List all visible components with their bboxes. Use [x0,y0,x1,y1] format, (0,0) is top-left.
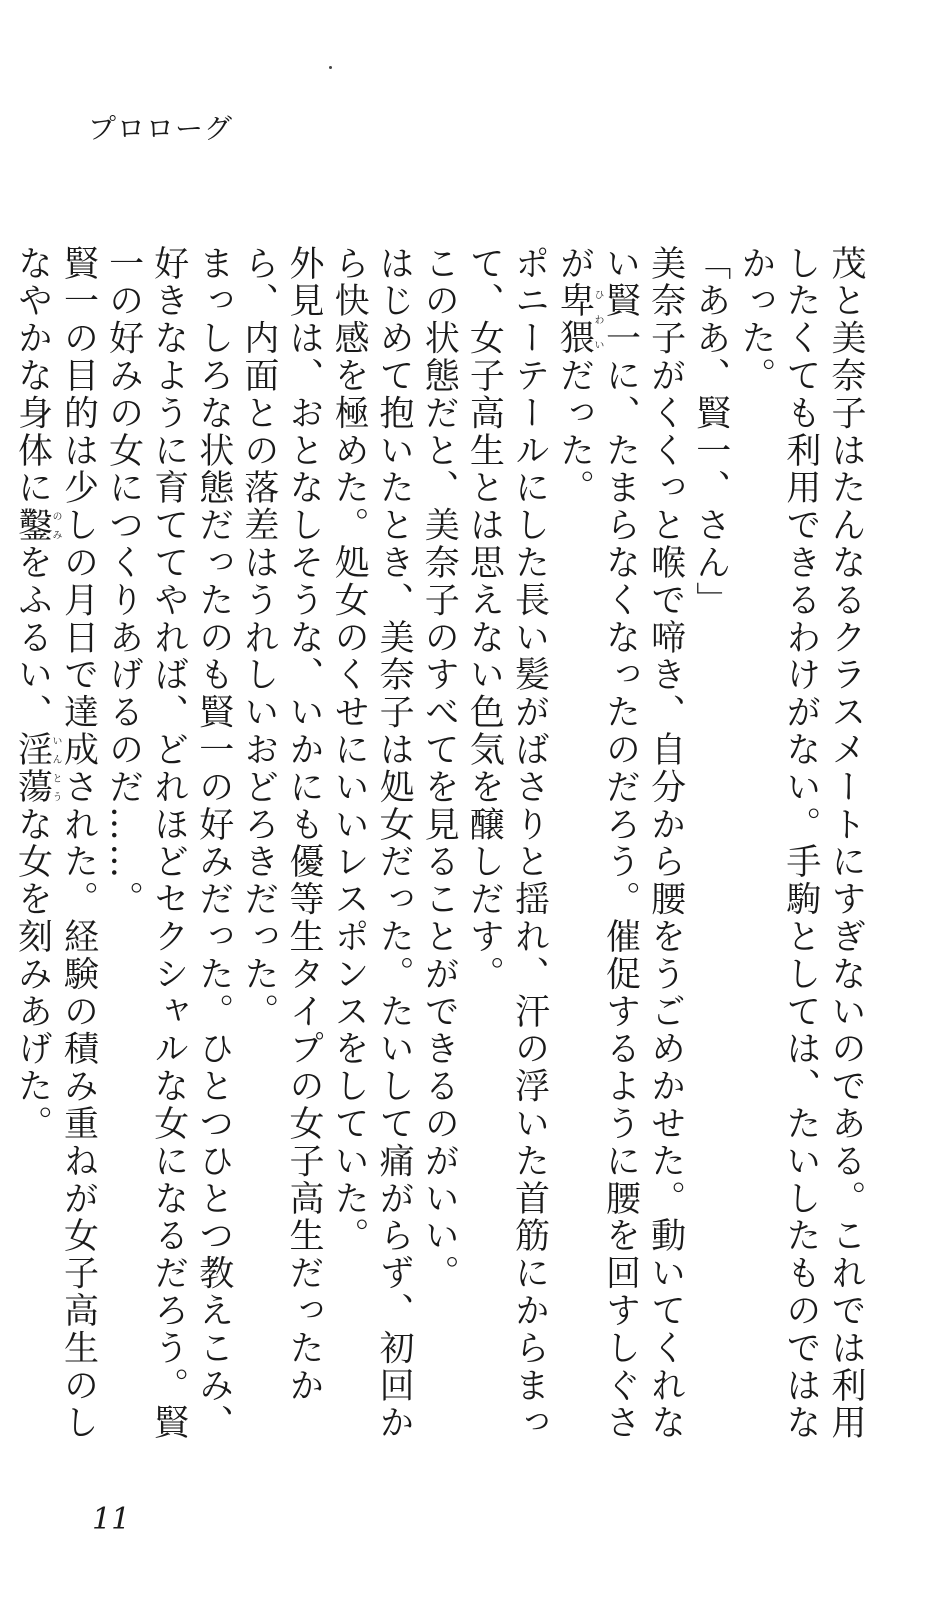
paragraph [733,245,868,1475]
ruby-word [554,282,604,358]
paragraph [551,245,687,1475]
paragraph-text: 美奈子がくくっと喉で啼き、自分から腰をうごめかせた。動いてくれない賢一に、たまらなくなったのだろう。催促するように腰を回すしぐさが [554,245,686,1442]
ruby-base: 淫蕩 [12,731,53,807]
paragraph-text: な女を刻みあげた。 [12,806,53,1143]
ruby-word [12,731,61,807]
print-speck [329,66,332,69]
ruby-base: 卑猥 [554,282,595,358]
paragraph-text: だった。 [554,357,595,507]
paragraph-text: をふるい、 [12,544,53,732]
paragraph-text: 「ああ、賢一、さん」 [690,245,731,619]
paragraph-dialogue [688,245,733,1475]
chapter-title: プロローグ [88,112,234,145]
ruby-reading: のみ [50,506,61,545]
paragraph [236,245,326,1475]
paragraph-text: まっしろな状態だったのも賢一の好みだった。ひとつひとつ教えこみ、好きなように育ててやれば、どれほどセクシャルな女になるだろう。賢一の好みの女につくりあげるのだ……。 [103,245,234,1442]
paragraph-text: 茂と美奈子はたんなるクラスメートにすぎないのである。これでは利用したくても利用できるわけがない。手駒としては、たいしたものではなかった。 [735,245,866,1442]
paragraph-text: ポニーテールにした長い髪がばさりと揺れ、汗の浮いた首筋にからまって、女子高生とは思えない色気を醸しだす。 [464,245,550,1442]
page-number: 11 [92,1502,131,1537]
paragraph-text: 賢一の目的は少しの月日で達成された。経験の積み重ねが女子高生のしなやかな身体に [12,245,99,1442]
paragraph-text: この状態だと、美奈子のすべてを見ることができるのがいい。 [419,245,460,1293]
paragraph [461,245,551,1475]
paragraph [101,245,236,1475]
ruby-base: 鑿 [12,506,53,545]
paragraph-text: はじめて抱いたとき、美奈子は処女だった。たいして痛がらず、初回から快感を極めた。処女のくせにいいレスポンスをしていた。 [329,245,415,1442]
paragraph [326,245,416,1475]
ruby-reading: いんとう [50,731,61,807]
ruby-reading: ひわい [592,282,604,358]
vertical-body-text [9,245,868,1475]
ruby-word [12,506,61,545]
paragraph [9,245,100,1475]
paragraph [416,245,461,1475]
paragraph-text: 外見は、おとなしそうな、いかにも優等生タイプの女子高生だったから、内面との落差はうれしいおどろきだった。 [238,245,324,1405]
